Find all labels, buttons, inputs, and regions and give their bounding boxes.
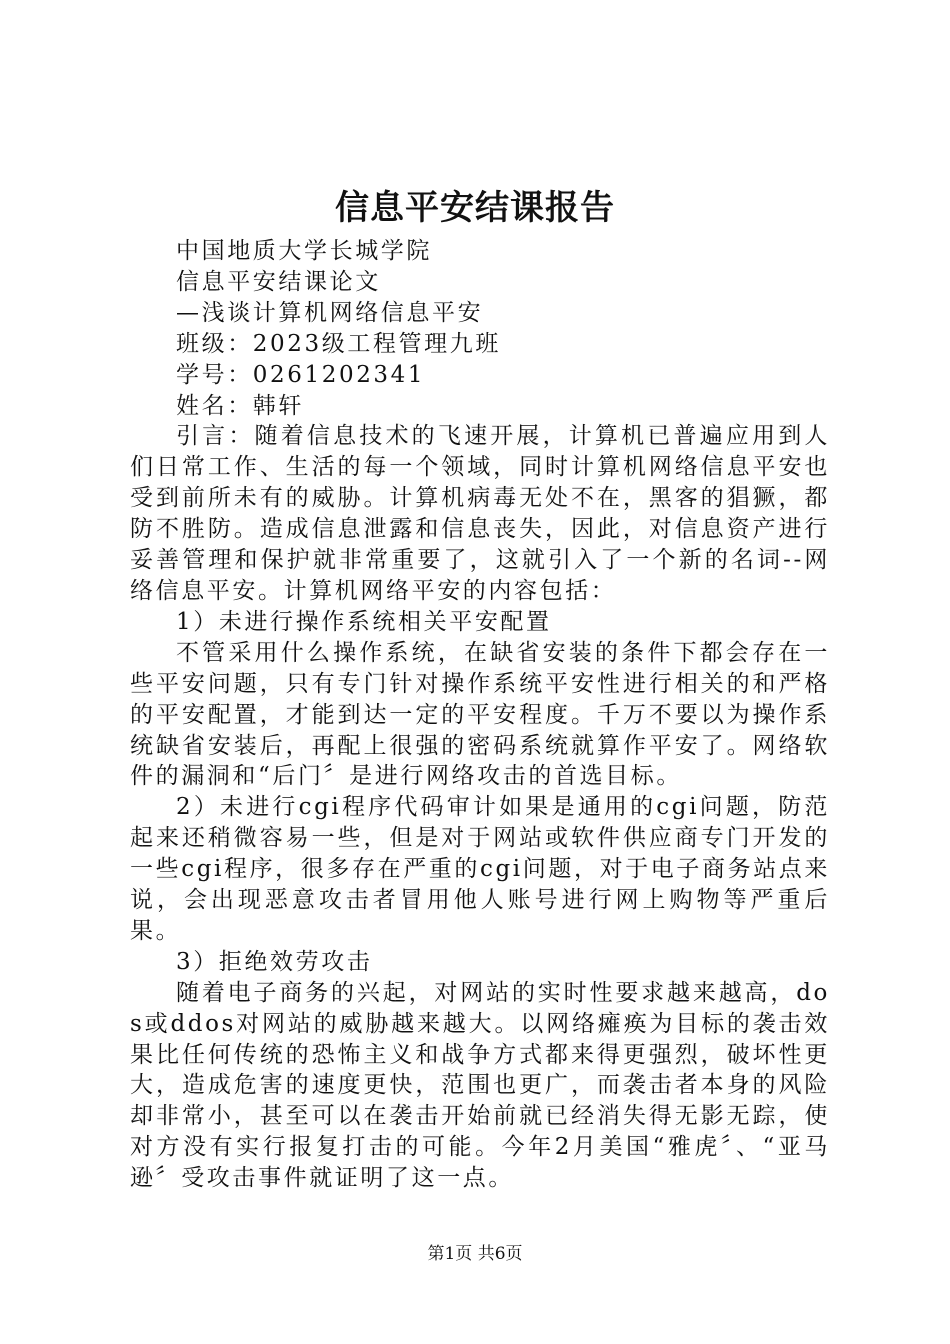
header-line-student-id: 学号：0261202341 [176, 361, 426, 388]
document-body [130, 236, 830, 1194]
paragraph-dos-attack: 随着电子商务的兴起，对网站的实时性要求越来越高，dos或ddos对网站的威胁越来越大。以网络瘫痪为目标的袭击效果比任何传统的恐怖主义和战争方式都来得更强烈，破坏性更大，造成危害的速度更快，范围也更广，而袭击者本身的风险却非常小，甚至可以在袭击开始前就已经消失得无影无踪，使对方没有实行报复打击的可能。今年2月美国“雅虎〞、“亚马逊〞受攻击事件就证明了这一点。 [130, 979, 830, 1192]
header-line-subtitle: —浅谈计算机网络信息平安 [176, 299, 484, 326]
header-line-paper-type: 信息平安结课论文 [176, 268, 381, 295]
paragraph-introduction: 引言：随着信息技术的飞速开展，计算机已普遍应用到人们日常工作、生活的每一个领域，同时计算机网络信息平安也受到前所未有的威胁。计算机病毒无处不在，黑客的猖獗，都防不胜防。造成信息泄露和信息丧失，因此，对信息资产进行妥善管理和保护就非常重要了，这就引入了一个新的名词--网络信息平安。计算机网络平安的内容包括： [130, 423, 830, 604]
paragraph-cgi-audit: 2）未进行cgi程序代码审计如果是通用的cgi问题，防范起来还稍微容易一些，但是对于网站或软件供应商专门开发的一些cgi程序，很多存在严重的cgi问题，对于电子商务站点来说，会出现恶意攻击者冒用他人账号进行网上购物等严重后果。 [130, 794, 830, 944]
paragraph-os-config: 不管采用什么操作系统，在缺省安装的条件下都会存在一些平安问题，只有专门针对操作系统平安性进行相关的和严格的平安配置，才能到达一定的平安程度。千万不要以为操作系统缺省安装后，再配上很强的密码系统就算作平安了。网络软件的漏洞和“后门〞是进行网络攻击的首选目标。 [130, 639, 830, 790]
page-footer: 第1页 共6页 [427, 1244, 523, 1264]
header-line-school: 中国地质大学长城学院 [176, 238, 432, 264]
section-heading-3: 3）拒绝效劳攻击 [176, 948, 373, 975]
header-line-class: 班级：2023级工程管理九班 [176, 330, 501, 357]
section-heading-1: 1）未进行操作系统相关平安配置 [176, 608, 552, 635]
document-title: 信息平安结课报告 [335, 188, 615, 228]
header-line-name: 姓名：韩轩 [176, 392, 304, 419]
